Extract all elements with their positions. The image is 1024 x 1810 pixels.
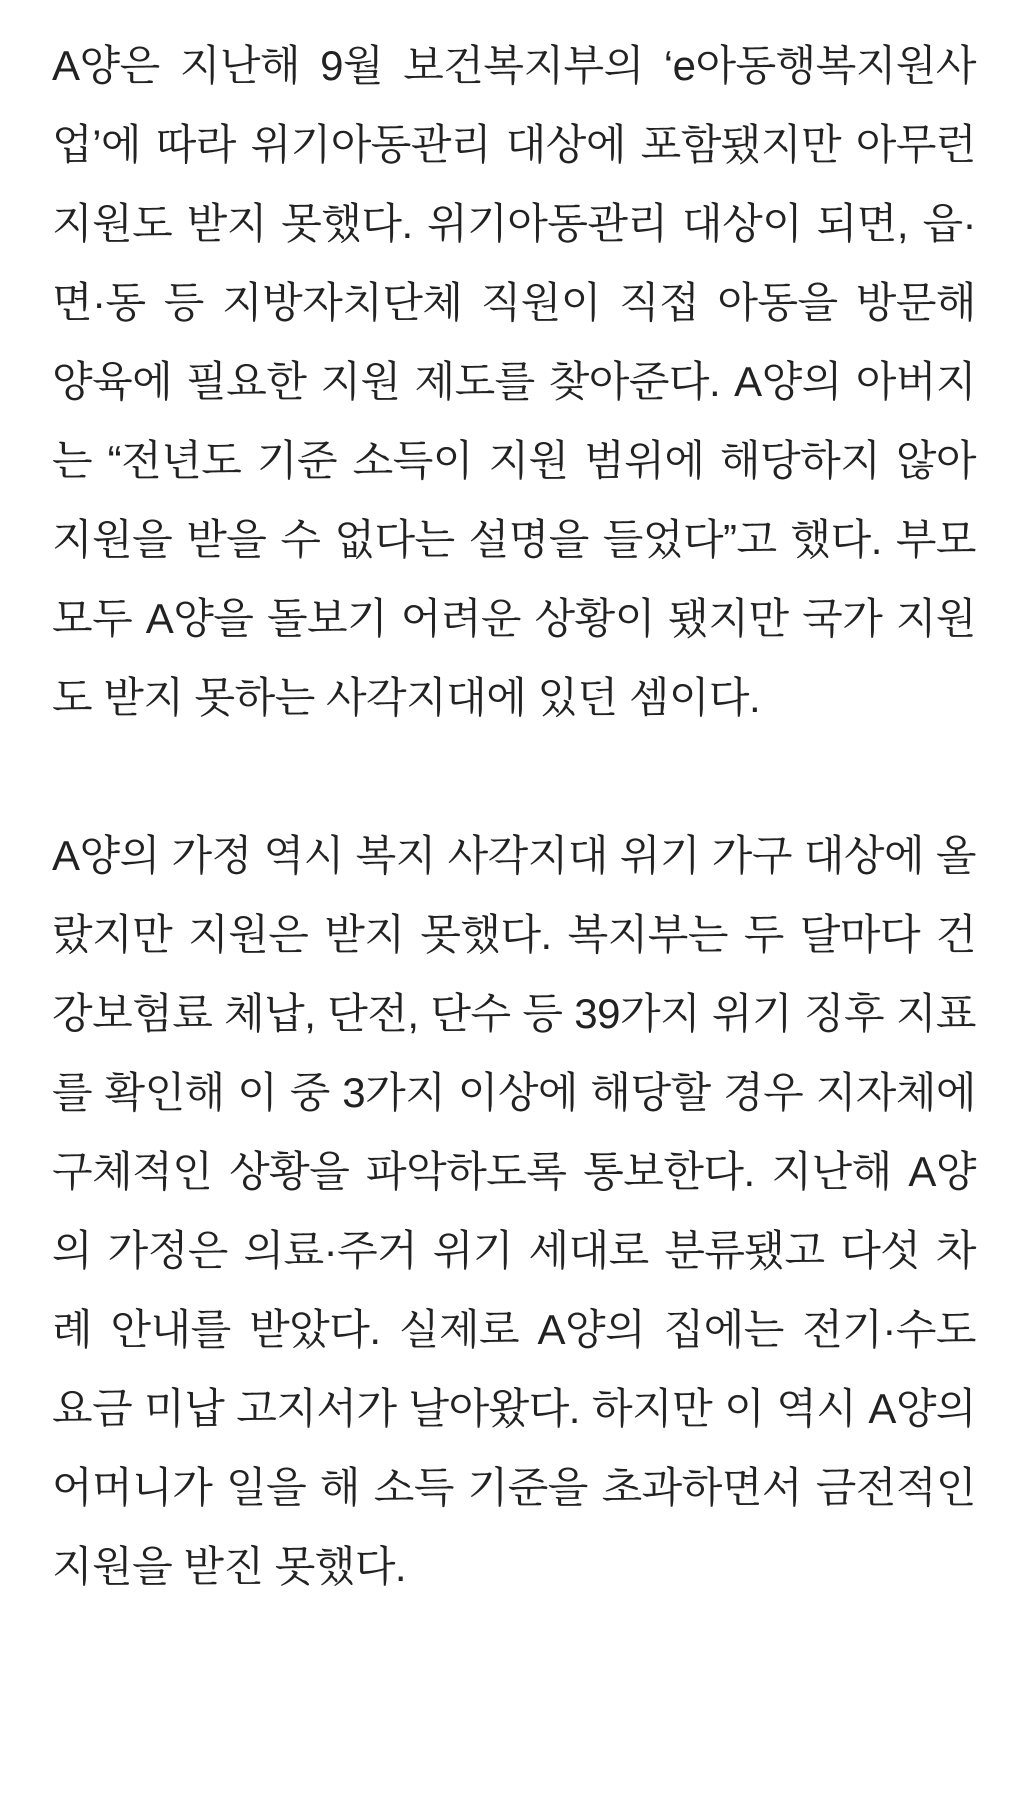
article-paragraph: A양의 가정 역시 복지 사각지대 위기 가구 대상에 올랐지만 지원은 받지 못했다. 복지부는 두 달마다 건강보험료 체납, 단전, 단수 등 39가지 위기 징후 지표를 확인해 이 중 3가지 이상에 해당할 경우 지자체에 구체적인 상황을 파악하도록 통보한다. 지난해 A양의 가정은 의료·주거 위기 세대로 분류됐고 다섯 차례 안내를 받았다. 실제로 A양의 집에는 전기·수도 요금 미납 고지서가 날아왔다. 하지만 이 역시 A양의 어머니가 일을 해 소득 기준을 초과하면서 금전적인 지원을 받진 못했다. bbox=[52, 832, 976, 1590]
article-paragraph: A양은 지난해 9월 보건복지부의 ‘e아동행복지원사업’에 따라 위기아동관리 대상에 포함됐지만 아무런 지원도 받지 못했다. 위기아동관리 대상이 되면, 읍·면·동 등 지방자치단체 직원이 직접 아동을 방문해 양육에 필요한 지원 제도를 찾아준다. A양의 아버지는 “전년도 기준 소득이 지원 범위에 해당하지 않아 지원을 받을 수 없다는 설명을 들었다”고 했다. 부모 모두 A양을 돌보기 어려운 상황이 됐지만 국가 지원도 받지 못하는 사각지대에 있던 셈이다. bbox=[52, 42, 976, 721]
